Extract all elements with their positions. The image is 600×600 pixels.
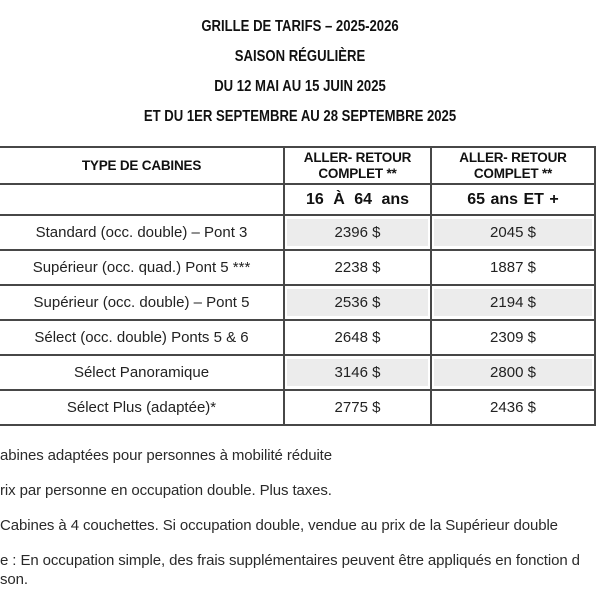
price-65-plus-cell: 2309 $ <box>431 320 595 355</box>
price-65-plus-cell: 2194 $ <box>431 285 595 320</box>
table-row <box>0 320 595 355</box>
price-16-64-cell: 2396 $ <box>284 215 431 250</box>
cabin-type-cell: Sélect Plus (adaptée)* <box>0 390 284 425</box>
col-header-type-de-cabines: TYPE DE CABINES <box>0 147 284 184</box>
price-65-plus-cell: 2436 $ <box>431 390 595 425</box>
table-row <box>0 390 595 425</box>
footnote-single-occupancy-line2: son. <box>0 571 28 588</box>
col-header-aller-retour-1-line2: COMPLET ** <box>318 165 397 181</box>
cabin-type-cell: Sélect Panoramique <box>0 355 284 390</box>
col-header-aller-retour-2-line2: COMPLET ** <box>473 165 553 181</box>
col-header-aller-retour-2 <box>431 147 595 184</box>
footnote-adapted-cabins: abines adaptées pour personnes à mobilité réduite <box>0 447 332 464</box>
tariff-table <box>0 146 596 426</box>
table-row <box>0 250 595 285</box>
cabin-type-cell: Supérieur (occ. quad.) Pont 5 *** <box>0 250 284 285</box>
footnote-single-occupancy-line1: e : En occupation simple, des frais supplémentaires peuvent être appliqués en fonction d <box>0 552 580 569</box>
document-title-block <box>0 12 600 132</box>
title-grille-de-tarifs: GRILLE DE TARIFS – 2025-2026 <box>201 18 399 35</box>
title-saison: SAISON RÉGULIÈRE <box>234 48 366 65</box>
price-16-64-cell: 2536 $ <box>284 285 431 320</box>
price-16-64-cell: 3146 $ <box>284 355 431 390</box>
table-age-header-row <box>0 184 595 215</box>
price-65-plus-cell: 2800 $ <box>431 355 595 390</box>
table-row <box>0 285 595 320</box>
cabin-type-cell: Standard (occ. double) – Pont 3 <box>0 215 284 250</box>
table-header-row <box>0 147 595 184</box>
price-16-64-cell: 2648 $ <box>284 320 431 355</box>
price-65-plus-cell: 2045 $ <box>431 215 595 250</box>
age-header-16-64: 16 À 64 ans <box>284 184 431 215</box>
title-period-1: DU 12 MAI AU 15 JUIN 2025 <box>214 78 386 95</box>
col-header-aller-retour-2-line1: ALLER- RETOUR <box>459 149 567 165</box>
col-header-aller-retour-1 <box>284 147 431 184</box>
footnote-quad-cabins: Cabines à 4 couchettes. Si occupation double, vendue au prix de la Supérieur double <box>0 517 558 534</box>
title-period-2: ET DU 1ER SEPTEMBRE AU 28 SEPTEMBRE 2025 <box>143 108 457 125</box>
price-16-64-cell: 2238 $ <box>284 250 431 285</box>
footnote-price-per-person: rix par personne en occupation double. Plus taxes. <box>0 482 332 499</box>
age-header-65-plus: 65 ans ET + <box>431 184 595 215</box>
table-row <box>0 355 595 390</box>
table-row <box>0 215 595 250</box>
cabin-type-cell: Supérieur (occ. double) – Pont 5 <box>0 285 284 320</box>
col-header-aller-retour-1-line1: ALLER- RETOUR <box>303 149 412 165</box>
price-16-64-cell: 2775 $ <box>284 390 431 425</box>
price-65-plus-cell: 1887 $ <box>431 250 595 285</box>
age-header-empty-cell <box>0 184 284 215</box>
cabin-type-cell: Sélect (occ. double) Ponts 5 & 6 <box>0 320 284 355</box>
